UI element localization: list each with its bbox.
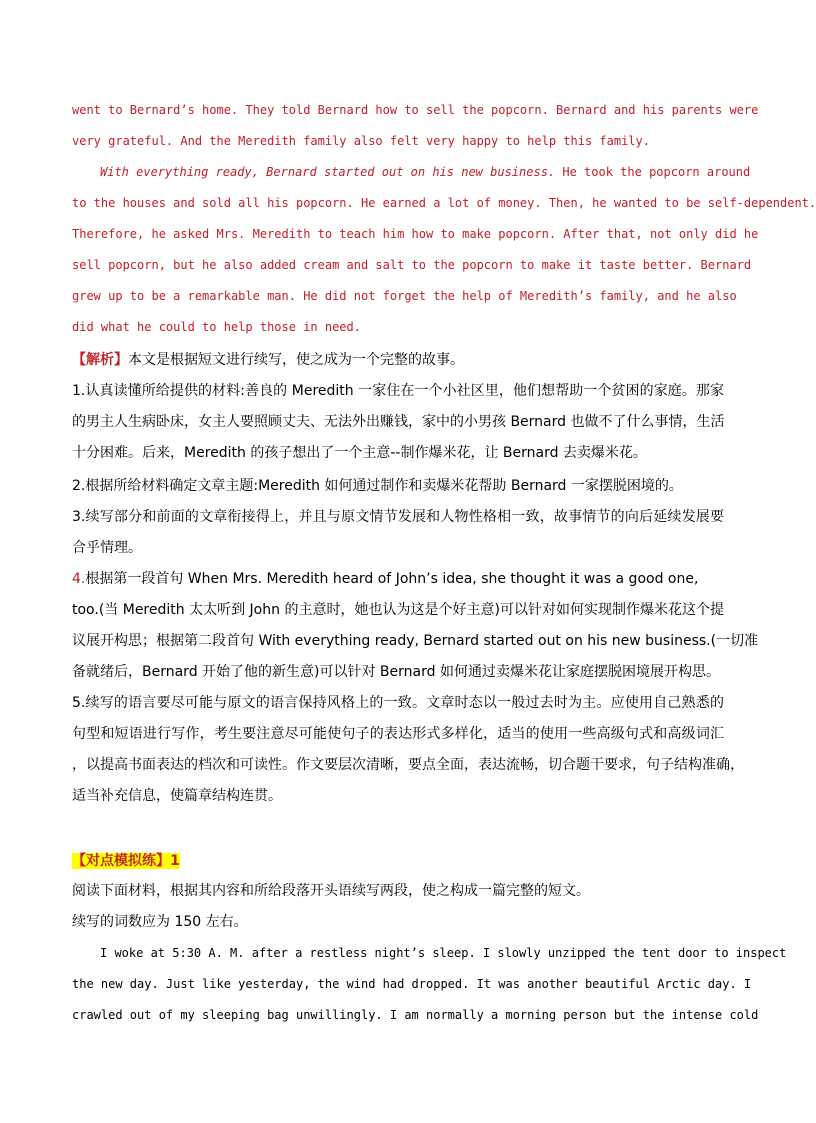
story-line-7: grew up to be a remarkable man. He did not forget the help of Meredith’s family, and he also bbox=[72, 289, 737, 303]
story-line-5: Therefore, he asked Mrs. Meredith to teach him how to make popcorn. After that, not only did he bbox=[72, 227, 759, 241]
analysis-intro: 【解析】本文是根据短文进行续写，使之成为一个完整的故事。 bbox=[72, 352, 464, 368]
analysis-point-4-number: 4. bbox=[72, 571, 86, 587]
analysis-point-4-line-4: 备就绪后，Bernard 开始了他的新生意)可以针对 Bernard 如何通过卖爆米花让家庭摆脱困境展开构思。 bbox=[72, 664, 720, 680]
analysis-point-1-line-3: 十分困难。后来，Meredith 的孩子想出了一个主意--制作爆米花，让 Bernard 去卖爆米花。 bbox=[72, 445, 647, 461]
given-opening-sentence: With everything ready, Bernard started out on his new business. bbox=[100, 165, 556, 179]
analysis-point-5-line-4: 适当补充信息，使篇章结构连贯。 bbox=[72, 788, 282, 804]
story-line-6: sell popcorn, but he also added cream and salt to the popcorn to make it taste better. Bernard bbox=[72, 258, 752, 272]
analysis-point-5-line-2: 句型和短语进行写作，考生要注意尽可能使句子的表达形式多样化，适当的使用一些高级句式和高级词汇 bbox=[72, 726, 724, 742]
analysis-point-4-line-2: too.(当 Meredith 太太听到 John 的主意时，她也认为这是个好主意)可以针对如何实现制作爆米花这个提 bbox=[72, 602, 724, 618]
story-line-2: very grateful. And the Meredith family also felt very happy to help this family. bbox=[72, 134, 650, 148]
analysis-point-5-line-1: 5.续写的语言要尽可能与原文的语言保持风格上的一致。文章时态以一般过去时为主。应使用自己熟悉的 bbox=[72, 695, 724, 711]
exercise-text-line-2: the new day. Just like yesterday, the wind had dropped. It was another beautiful Arctic day. I bbox=[72, 977, 752, 991]
story-line-3-rest: He took the popcorn around bbox=[555, 165, 751, 179]
analysis-point-3-line-1: 3.续写部分和前面的文章衔接得上，并且与原文情节发展和人物性格相一致，故事情节的向后延续发展要 bbox=[72, 509, 724, 525]
exercise-label: 【对点模拟练】1 bbox=[72, 853, 180, 869]
story-line-3 bbox=[100, 165, 751, 179]
analysis-point-2: 2.根据所给材料确定文章主题:Meredith 如何通过制作和卖爆米花帮助 Bernard 一家摆脱困境的。 bbox=[72, 478, 683, 494]
analysis-label: 【解析】 bbox=[72, 352, 128, 368]
exercise-heading bbox=[72, 850, 724, 870]
analysis-point-1-line-1: 1.认真读懂所给提供的材料:善良的 Meredith 一家住在一个小社区里，他们想帮助一个贫困的家庭。那家 bbox=[72, 383, 724, 399]
story-line-1: went to Bernard’s home. They told Bernard how to sell the popcorn. Bernard and his parents were bbox=[72, 103, 759, 117]
exercise-text-line-1: I woke at 5:30 A. M. after a restless night’s sleep. I slowly unzipped the tent door to inspect bbox=[100, 946, 787, 960]
analysis-point-1-line-2: 的男主人生病卧床，女主人要照顾丈夫、无法外出赚钱，家中的小男孩 Bernard 也做不了什么事情，生活 bbox=[72, 414, 725, 430]
story-line-4: to the houses and sold all his popcorn. He earned a lot of money. Then, he wanted to be self-dependent. bbox=[72, 196, 816, 210]
analysis-point-5-line-3: ，以提高书面表达的档次和可读性。作文要层次清晰，要点全面，表达流畅，切合题干要求，句子结构准确， bbox=[72, 757, 744, 773]
analysis-point-3-line-2: 合乎情理。 bbox=[72, 540, 142, 556]
analysis-point-4-line-3: 议展开构思；根据第二段首句 With everything ready, Bernard started out on his new business.(一切准 bbox=[72, 633, 759, 649]
exercise-instruction-2: 续写的词数应为 150 左右。 bbox=[72, 914, 248, 930]
story-line-8: did what he could to help those in need. bbox=[72, 320, 361, 334]
analysis-point-4-line-1: 4.根据第一段首句 When Mrs. Meredith heard of John’s idea, she thought it was a good one, bbox=[72, 571, 699, 587]
exercise-text-line-3: crawled out of my sleeping bag unwillingly. I am normally a morning person but the intense cold bbox=[72, 1008, 759, 1022]
exercise-instruction-1: 阅读下面材料，根据其内容和所给段落开头语续写两段，使之构成一篇完整的短文。 bbox=[72, 883, 590, 899]
